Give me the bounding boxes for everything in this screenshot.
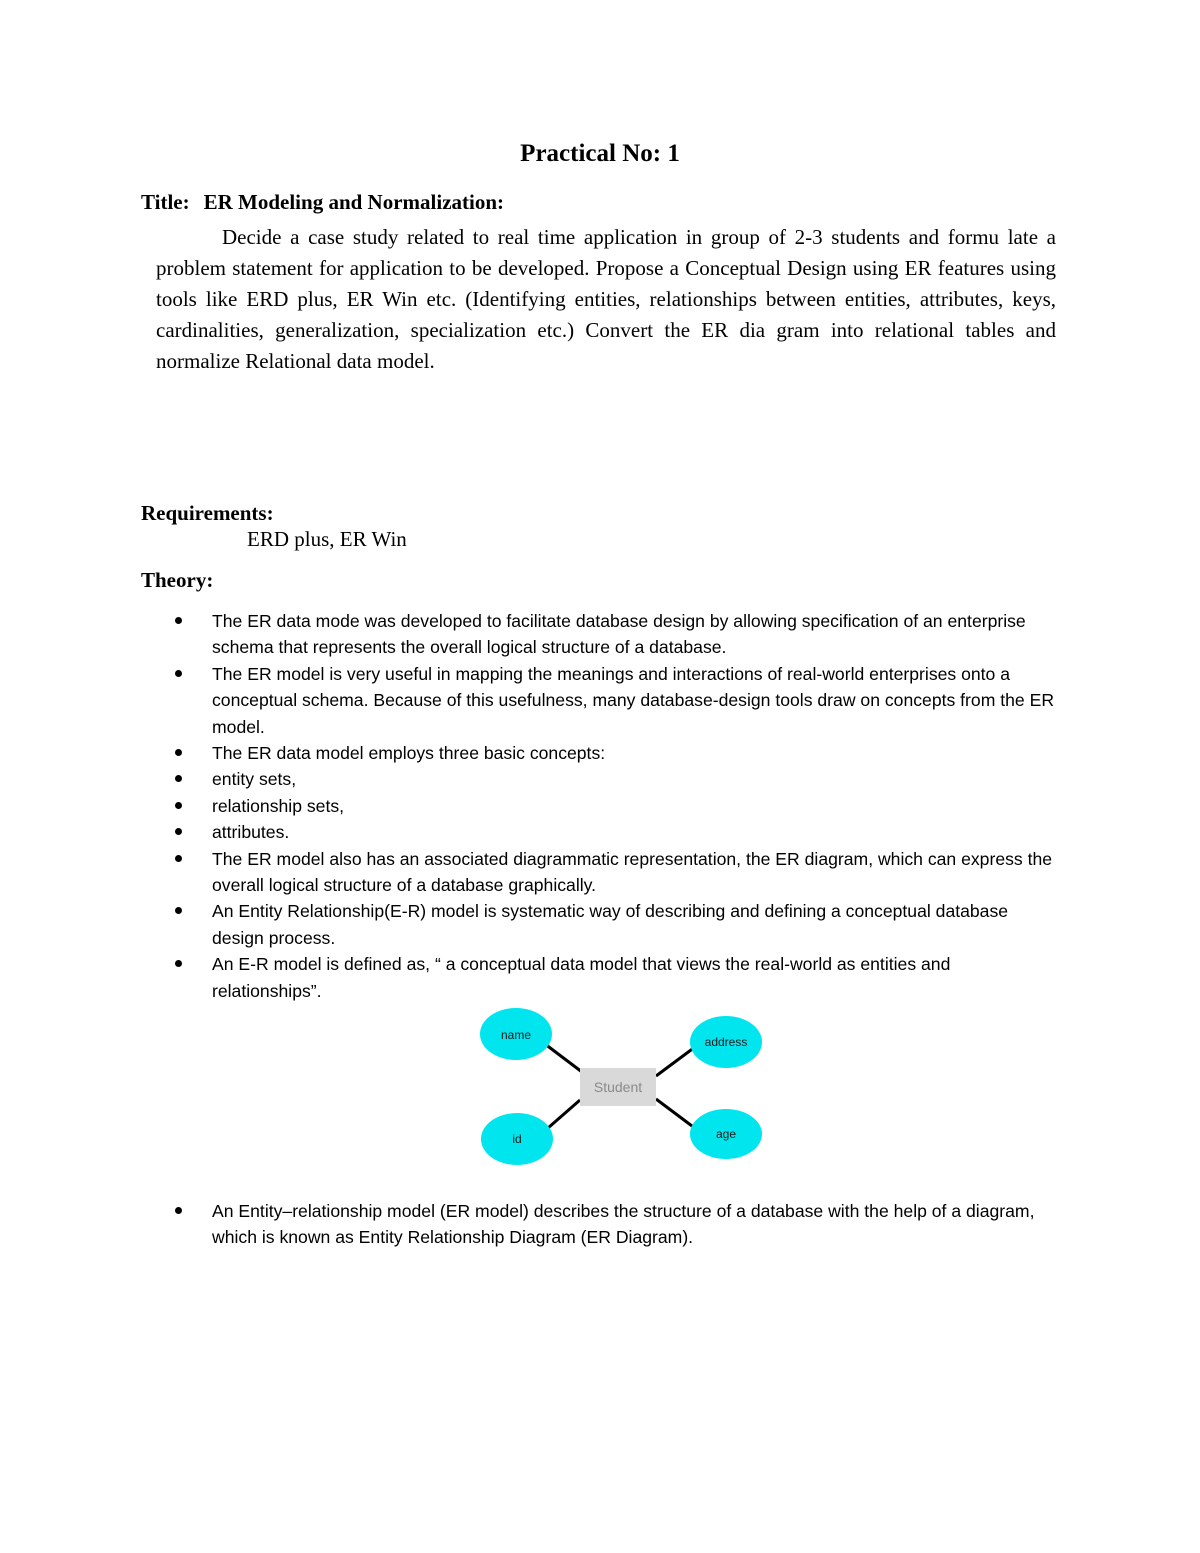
attribute-name-label: name	[500, 1028, 532, 1042]
entity-label: Student	[593, 1079, 643, 1095]
bullet-icon	[175, 802, 182, 809]
bullet-icon	[175, 617, 182, 624]
bullet-icon	[175, 828, 182, 835]
attribute-age-label: age	[715, 1127, 737, 1141]
theory-bullet-list	[0, 608, 1200, 1004]
list-item	[0, 846, 1200, 899]
problem-description: Decide a case study related to real time application in group of 2-3 students and formu late a problem statement for application to be developed. Propose a Conceptual Design using ER features using tools like ERD plus, ER Win etc. (Identifying entities, relationships between entities, attributes, keys, cardinalities, generalization, specialization etc.) Convert the ER dia gram into relational tables and normalize Relational data model.	[156, 225, 1056, 373]
theory-final-bullet-list	[0, 1198, 1200, 1251]
bullet-icon	[175, 960, 182, 967]
bullet-text: The ER data mode was developed to facilitate database design by allowing specification of an enterprise schema that represents the overall logical structure of a database.	[212, 611, 1026, 658]
connector-address	[656, 1047, 695, 1076]
list-item	[0, 766, 1200, 792]
attribute-id-label: id	[512, 1132, 522, 1146]
list-item	[0, 951, 1200, 1004]
list-item	[0, 793, 1200, 819]
bullet-text: An E-R model is defined as, “ a conceptual data model that views the real-world as entities and relationships”.	[212, 954, 951, 1001]
bullet-icon	[175, 1207, 182, 1214]
list-item	[0, 819, 1200, 845]
list-item	[0, 608, 1200, 661]
bullet-text: An Entity Relationship(E-R) model is systematic way of describing and defining a conceptual database design process.	[212, 901, 1009, 948]
list-item	[0, 740, 1200, 766]
requirements-value: ERD plus, ER Win	[247, 527, 407, 551]
title-value: ER Modeling and Normalization:	[203, 190, 505, 214]
bullet-text: The ER model also has an associated diagrammatic representation, the ER diagram, which can express the overall logical structure of a database graphically.	[212, 848, 1053, 896]
connector-name	[545, 1044, 582, 1072]
theory-label: Theory:	[141, 568, 214, 592]
bullet-text: relationship sets,	[212, 795, 345, 816]
title-label: Title:	[141, 190, 190, 214]
bullet-text: entity sets,	[212, 769, 297, 790]
connector-age	[656, 1099, 692, 1126]
bullet-icon	[175, 907, 182, 914]
title-line	[141, 190, 504, 215]
bullet-text: The ER model is very useful in mapping the meanings and interactions of real-world enterprises onto a conceptual schema. Because of this usefulness, many database-design tools draw on concepts from the ER model.	[212, 663, 1055, 737]
connector-id	[548, 1100, 580, 1128]
list-item	[0, 898, 1200, 951]
bullet-text: attributes.	[212, 822, 290, 843]
bullet-icon	[175, 749, 182, 756]
attribute-address-label: address	[704, 1035, 748, 1049]
list-item	[0, 1198, 1200, 1251]
er-diagram	[470, 1002, 770, 1172]
bullet-text: An Entity–relationship model (ER model) describes the structure of a database with the help of a diagram, which is known as Entity Relationship Diagram (ER Diagram).	[212, 1201, 1035, 1248]
list-item	[0, 661, 1200, 740]
bullet-icon	[175, 670, 182, 677]
bullet-text: The ER data model employs three basic concepts:	[212, 743, 606, 764]
requirements-label: Requirements:	[141, 501, 274, 525]
page-heading: Practical No: 1	[520, 140, 680, 167]
bullet-icon	[175, 775, 182, 782]
bullet-icon	[175, 855, 182, 862]
